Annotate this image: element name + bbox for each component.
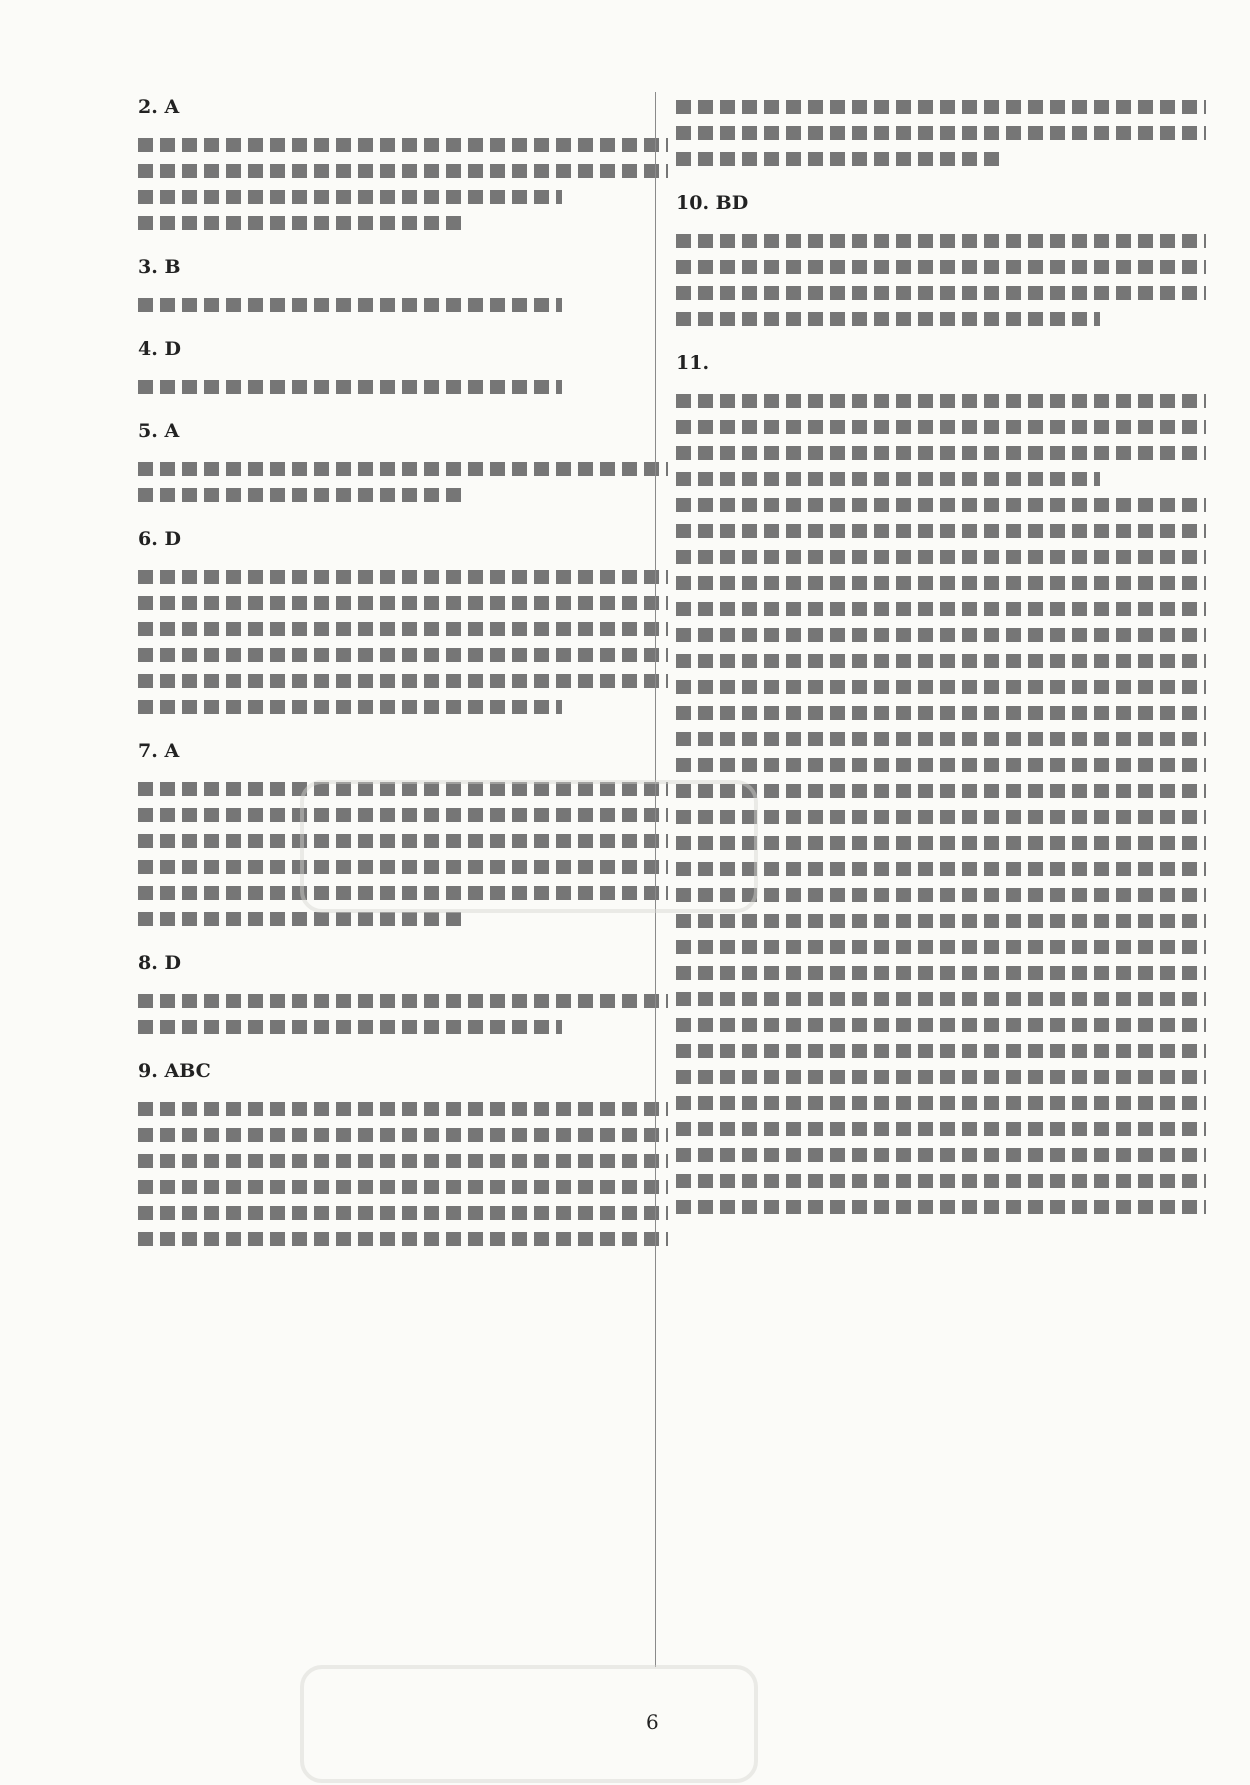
answer-8 [138,944,668,1034]
text-line [676,394,1206,408]
answer-10 [676,184,1206,326]
text-line [676,286,1206,300]
text-line [138,912,467,926]
text-line [138,1180,668,1194]
text-line [676,1018,1206,1032]
answer-9 [138,1052,668,1246]
answer-number: 6. D [138,528,181,550]
text-line [138,190,562,204]
text-line [138,462,668,476]
text-line [676,1070,1206,1084]
text-line [676,680,1206,694]
answer-number: 4. D [138,338,181,360]
text-line [676,446,1206,460]
text-line [138,1206,668,1220]
text-line [676,576,1206,590]
text-line [138,216,467,230]
text-line [138,674,668,688]
text-line [138,570,668,584]
text-line [138,1128,668,1142]
text-line [676,940,1206,954]
text-line [676,1096,1206,1110]
text-line [676,1044,1206,1058]
right-column [676,88,1206,1232]
text-line [676,524,1206,538]
answer-4 [138,330,668,394]
text-line [676,992,1206,1006]
text-line [676,472,1100,486]
text-line [676,1148,1206,1162]
answer-number: 10. BD [676,192,749,214]
text-line [138,994,668,1008]
answer-5 [138,412,668,502]
text-line [676,602,1206,616]
text-line [138,164,668,178]
text-line [676,732,1206,746]
answer-number: 8. D [138,952,181,974]
text-line [676,914,1206,928]
text-line [676,234,1206,248]
text-line [676,312,1100,326]
text-line [138,1232,668,1246]
text-line [676,260,1206,274]
answer-number: 2. A [138,96,180,118]
text-line [676,1200,1206,1214]
text-line [138,138,668,152]
answer-number: 9. ABC [138,1060,211,1082]
text-line [138,298,562,312]
text-line [676,966,1206,980]
text-line [676,628,1206,642]
text-line [676,758,1206,772]
answer-number: 7. A [138,740,180,762]
text-line [676,550,1206,564]
text-line [138,1102,668,1116]
text-line [676,498,1206,512]
text-line [676,126,1206,140]
answer-2 [138,88,668,230]
answer-number: 11. [676,352,710,374]
page-number: 6 [646,1710,659,1734]
text-line [676,420,1206,434]
continued-text [676,100,1206,166]
text-line [138,488,467,502]
answer-6 [138,520,668,714]
text-line [676,152,1005,166]
answer-11 [676,344,1206,1214]
text-line [676,654,1206,668]
watermark [300,780,758,913]
text-line [676,1174,1206,1188]
text-line [676,706,1206,720]
text-line [138,648,668,662]
text-line [138,700,562,714]
text-line [676,100,1206,114]
watermark [300,1665,758,1783]
answer-number: 5. A [138,420,180,442]
text-line [138,1154,668,1168]
text-line [138,1020,562,1034]
left-column [138,88,668,1264]
text-line [676,1122,1206,1136]
text-line [138,622,668,636]
text-line [138,596,668,610]
text-line [138,380,562,394]
answer-3 [138,248,668,312]
answer-number: 3. B [138,256,181,278]
